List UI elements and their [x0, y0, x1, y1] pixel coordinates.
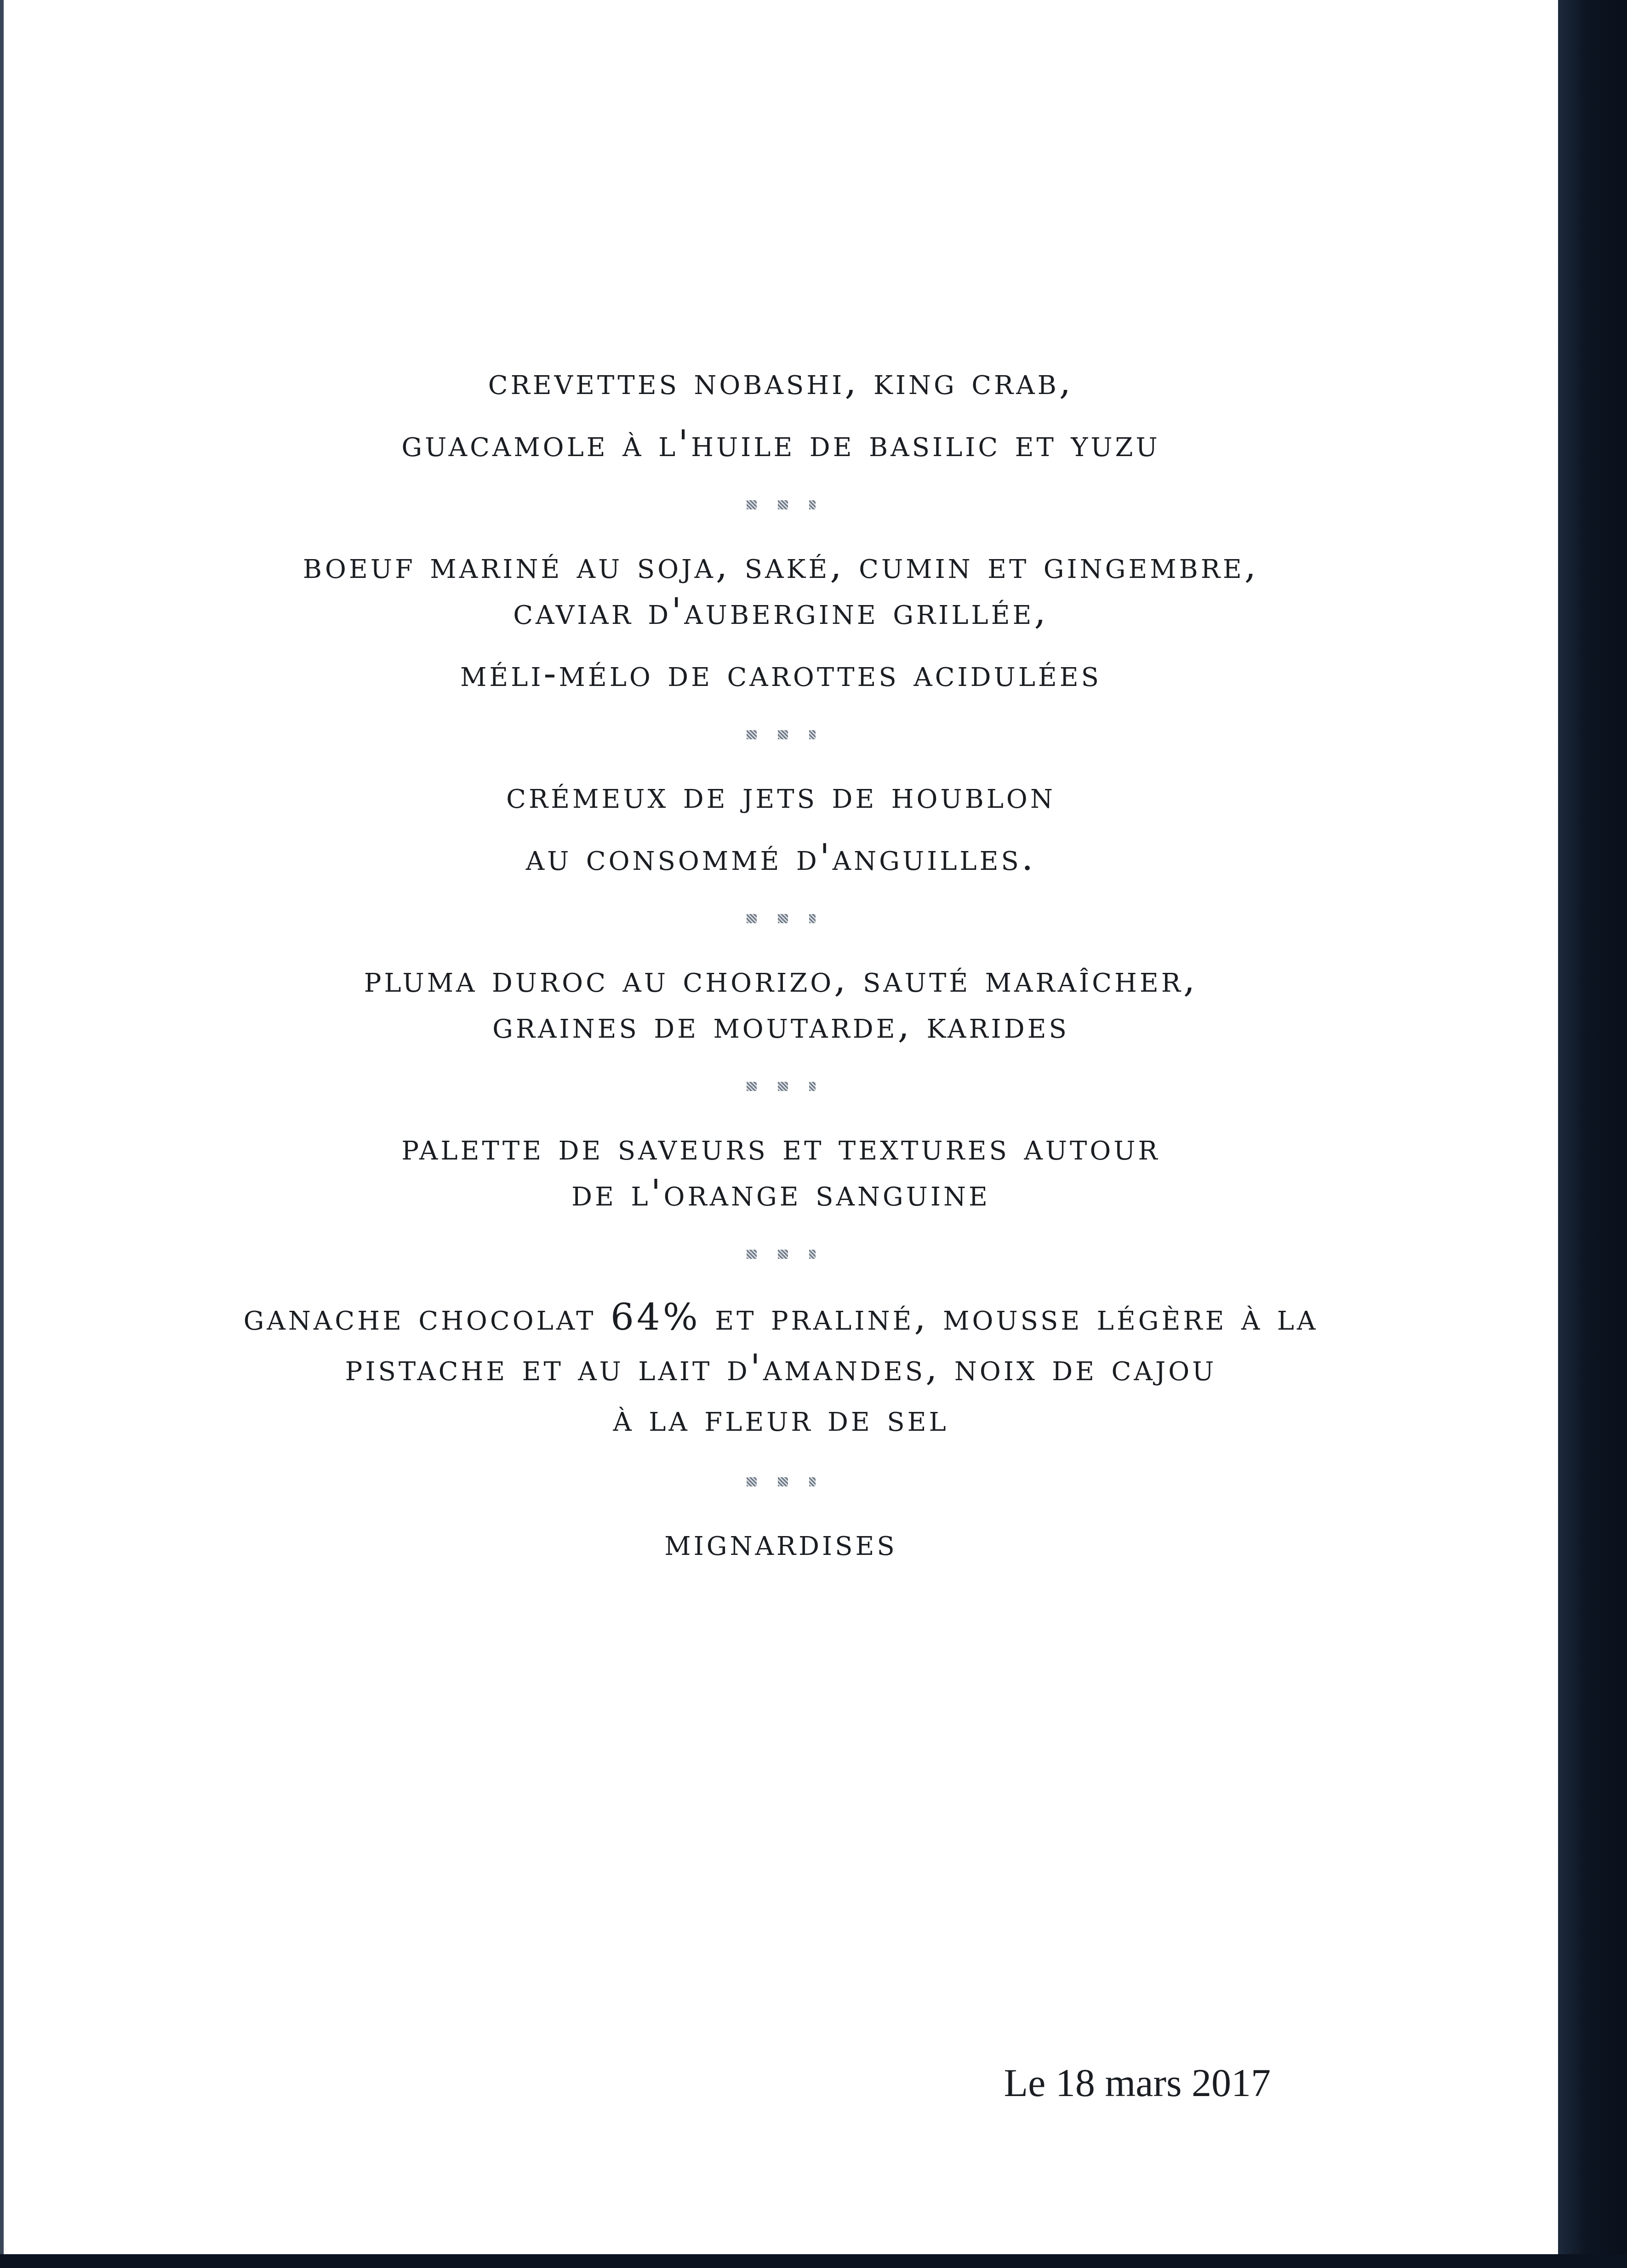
course-line: graines de moutarde, karides — [492, 1004, 1069, 1046]
scan-border-right — [1558, 0, 1627, 2268]
menu-date: Le 18 mars 2017 — [1004, 2061, 1271, 2105]
menu-page — [4, 0, 1558, 2254]
separator-ornament-icon — [778, 914, 788, 923]
separator-ornament-icon — [778, 1082, 788, 1091]
course-line: palette de saveurs et textures autour — [401, 1125, 1160, 1168]
separator-ornament-icon — [809, 730, 816, 739]
course-line: boeuf mariné au soja, saké, cumin et gingembre, — [303, 544, 1259, 587]
separator-ornament-icon — [778, 500, 788, 509]
separator-ornament-icon — [747, 1250, 757, 1259]
separator-ornament-icon — [778, 1250, 788, 1259]
separator-ornament-icon — [778, 1477, 788, 1486]
course-separator — [4, 880, 1558, 956]
menu-list — [4, 359, 1558, 1565]
course-4 — [4, 956, 1558, 1048]
separator-ornament-icon — [747, 1477, 757, 1486]
course-separator — [4, 1444, 1558, 1520]
course-3 — [4, 772, 1558, 880]
course-separator — [4, 1216, 1558, 1292]
course-line: méli-mélo de carottes acidulées — [460, 652, 1102, 695]
separator-ornament-icon — [747, 500, 757, 509]
course-line: guacamole à l'huile de basilic et yuzu — [401, 422, 1160, 465]
separator-ornament-icon — [809, 1082, 816, 1091]
course-line: de l'orange sanguine — [571, 1171, 990, 1214]
separator-ornament-icon — [809, 1477, 816, 1486]
separator-ornament-icon — [747, 1082, 757, 1091]
course-5 — [4, 1124, 1558, 1216]
course-separator — [4, 1048, 1558, 1124]
course-line: mignardises — [664, 1521, 897, 1564]
course-line: crémeux de jets de houblon — [506, 774, 1056, 817]
separator-ornament-icon — [809, 500, 816, 509]
course-6 — [4, 1292, 1558, 1444]
course-line: ganache chocolat 64% et praliné, mousse légère à la — [243, 1296, 1319, 1338]
separator-ornament-icon — [809, 1250, 816, 1259]
course-line: au consommé d'anguilles. — [525, 836, 1036, 879]
separator-ornament-icon — [809, 914, 816, 923]
scan-border-left — [0, 0, 4, 2268]
separator-ornament-icon — [747, 914, 757, 923]
course-7 — [4, 1520, 1558, 1565]
course-line: crevettes nobashi, king crab, — [488, 360, 1074, 403]
course-2 — [4, 543, 1558, 697]
course-separator — [4, 697, 1558, 772]
course-line: caviar d'aubergine grillée, — [513, 590, 1049, 633]
separator-ornament-icon — [778, 730, 788, 739]
course-1 — [4, 359, 1558, 467]
separator-ornament-icon — [747, 730, 757, 739]
course-line: pluma duroc au chorizo, sauté maraîcher, — [364, 958, 1198, 1000]
course-line: pistache et au lait d'amandes, noix de cajou — [345, 1346, 1217, 1389]
course-line: à la fleur de sel — [613, 1397, 949, 1440]
course-separator — [4, 467, 1558, 543]
scan-border-bottom — [0, 2254, 1627, 2268]
